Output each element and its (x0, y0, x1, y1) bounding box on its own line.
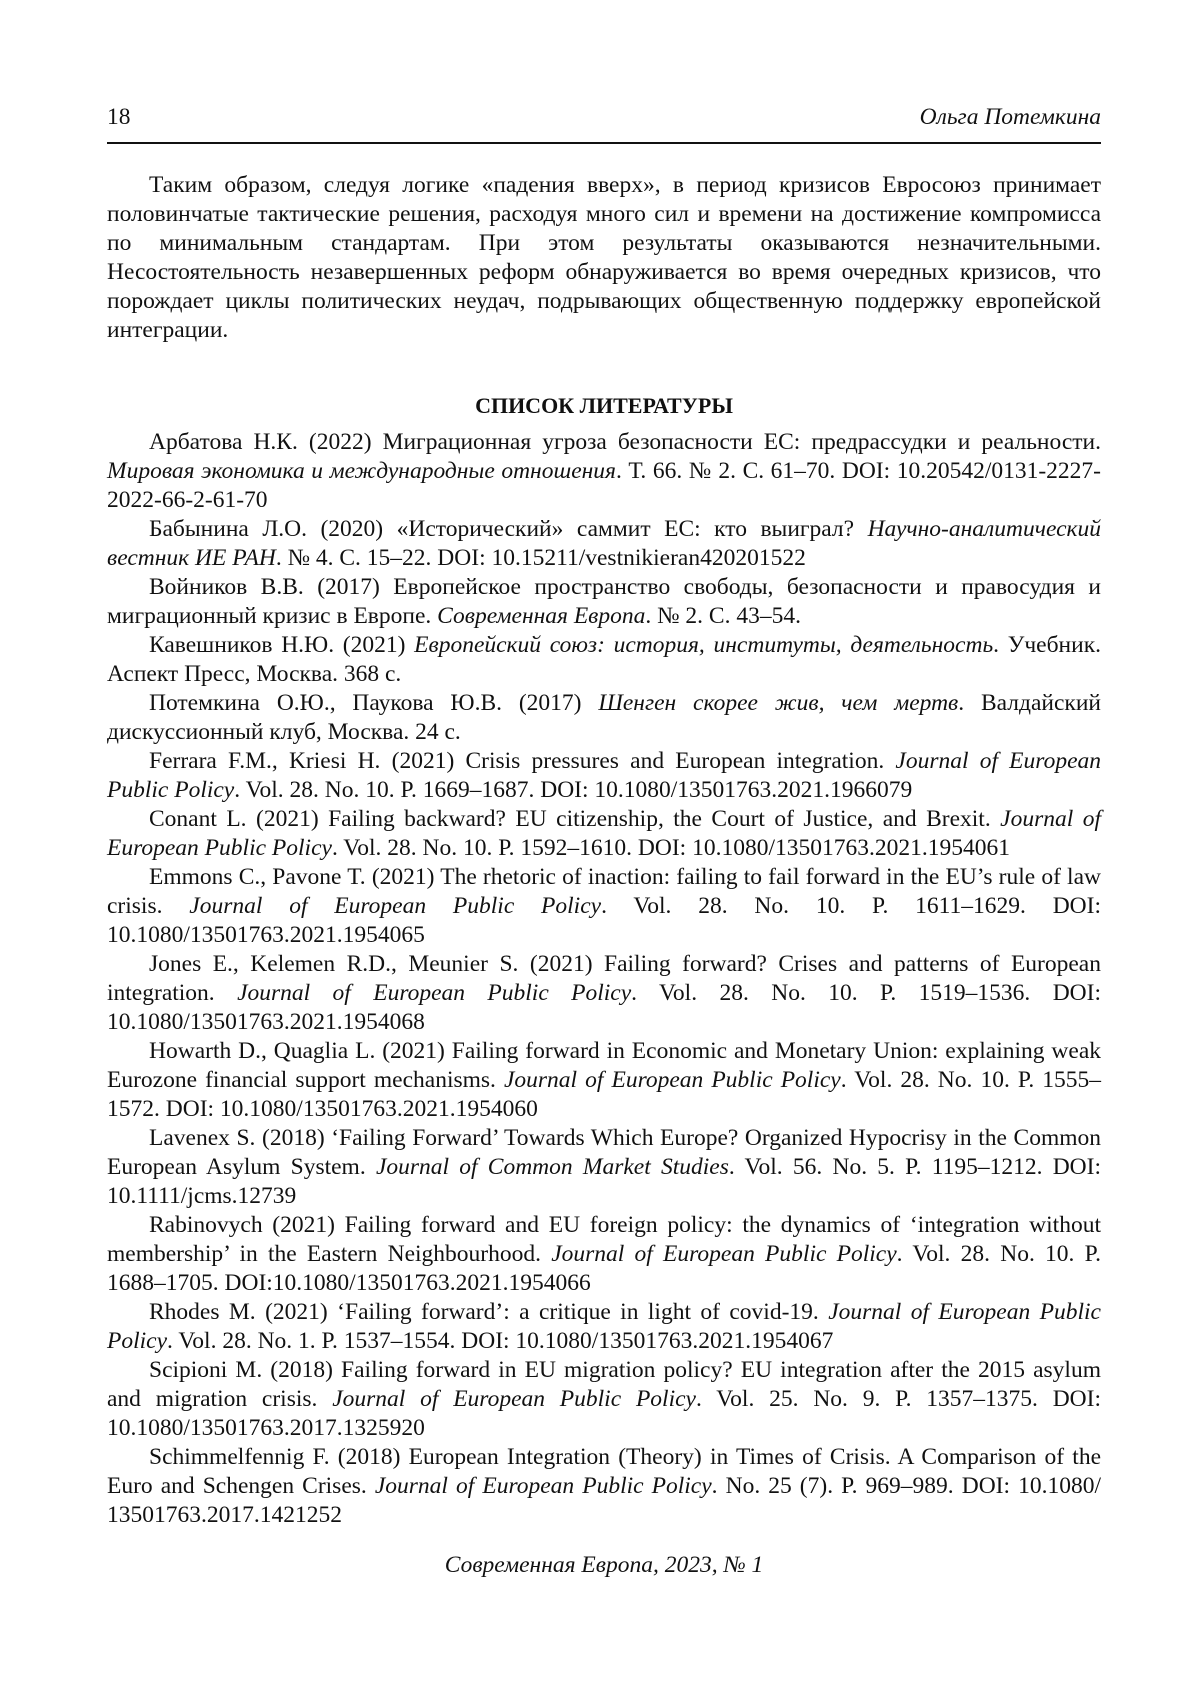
reference-details: . Vol. 28. No. 10. P. 1592–1610. DOI: 10.1080/13501763.2021.1954061 (331, 835, 1010, 861)
reference-source: Journal of European Public Policy (107, 806, 1101, 861)
reference-source: Journal of European Public Policy (332, 1386, 696, 1412)
reference-source: Шенген скорее жив, чем мертв (598, 690, 959, 716)
reference-source: Journal of European Public Policy (503, 1067, 841, 1093)
reference-authors-title: Кавешников Н.Ю. (2021) (149, 632, 415, 658)
reference-authors-title: Conant L. (2021) Failing backward? EU citizenship, the Court of Justice, and Brexit. (149, 806, 1001, 832)
reference-item (107, 1443, 1101, 1530)
reference-item (107, 631, 1101, 689)
reference-item (107, 1124, 1101, 1211)
reference-details: . Vol. 28. No. 10. P. 1555–1572. DOI: 10.1080/13501763.2021.1954060 (107, 1067, 1101, 1122)
reference-source: Journal of European Public Policy (107, 748, 1101, 803)
reference-authors-title: Emmons C., Pavone T. (2021) The rhetoric of inaction: failing to fail forward in the EU’s rule of law crisis. (107, 864, 1101, 919)
references-heading: СПИСОК ЛИТЕРАТУРЫ (475, 393, 733, 418)
reference-item (107, 863, 1101, 950)
reference-details: . № 2. С. 43–54. (645, 603, 801, 629)
reference-authors-title: Потемкина О.Ю., Паукова Ю.В. (2017) (149, 690, 599, 716)
reference-authors-title: Howarth D., Quaglia L. (2021) Failing forward in Economic and Monetary Union: explaining weak Eurozone financial support mechanisms. (107, 1038, 1101, 1093)
running-footer: Современная Европа, 2023, № 1 (444, 1552, 764, 1578)
reference-source: Научно-аналитический вестник ИЕ РАН (107, 516, 1101, 571)
reference-item (107, 515, 1101, 573)
reference-source: Journal of European Public Policy (107, 1299, 1101, 1354)
reference-authors-title: Войников В.В. (2017) Европейское пространство свободы, безопасности и правосудия и миграционный кризис в Европе. (107, 574, 1101, 629)
reference-item (107, 1037, 1101, 1124)
reference-source: Мировая экономика и международные отношения (107, 458, 616, 484)
reference-details: . Т. 66. № 2. С. 61–70. DOI: 10.20542/0131-2227-2022-66-2-61-70 (107, 458, 1102, 513)
reference-details: . Vol. 28. No. 1. P. 1537–1554. DOI: 10.1080/13501763.2021.1954067 (167, 1328, 834, 1354)
reference-details: . Валдайский дискуссионный клуб, Москва. 24 с. (107, 690, 1101, 745)
reference-item (107, 950, 1101, 1037)
reference-source: Journal of European Public Policy (189, 893, 602, 919)
reference-source: Journal of Common Market Studies (375, 1154, 729, 1180)
reference-details: . Vol. 25. No. 9. P. 1357–1375. DOI: 10.1080/13501763.2017.1325920 (107, 1386, 1102, 1441)
reference-source: Современная Европа (437, 603, 646, 629)
reference-details: . Vol. 28. No. 10. P. 1519–1536. DOI: 10.1080/13501763.2021.1954068 (107, 980, 1101, 1035)
reference-authors-title: Jones E., Kelemen R.D., Meunier S. (2021) Failing forward? Crises and patterns of European integration. (107, 951, 1101, 1006)
reference-authors-title: Бабынина Л.О. (2020) «Исторический» саммит ЕС: кто выиграл? (149, 516, 868, 542)
reference-authors-title: Rabinovych (2021) Failing forward and EU foreign policy: the dynamics of ‘integration without membership’ in the Eastern Neighbourhood. (107, 1212, 1101, 1267)
reference-authors-title: Scipioni M. (2018) Failing forward in EU migration policy? EU integration after the 2015 asylum and migration crisis. (107, 1357, 1101, 1412)
running-header (107, 102, 1101, 132)
header-rule (107, 142, 1101, 144)
reference-item (107, 689, 1101, 747)
article-body (107, 171, 1101, 1530)
reference-item (107, 1211, 1101, 1298)
running-author: Ольга Потемкина (919, 104, 1101, 130)
reference-item (107, 573, 1101, 631)
reference-details: . Учебник. Аспект Пресс, Москва. 368 с. (107, 632, 1102, 687)
reference-authors-title: Lavenex S. (2018) ‘Failing Forward’ Towards Which Europe? Organized Hypocrisy in the Common European Asylum System. (107, 1125, 1101, 1180)
reference-source: Journal of European Public Policy (237, 980, 632, 1006)
reference-details: . No. 25 (7). P. 969–989. DOI: 10.1080/ 13501763.2017.1421252 (107, 1473, 1101, 1528)
reference-authors-title: Ferrara F.M., Kriesi H. (2021) Crisis pressures and European integration. (149, 748, 896, 774)
references-list (107, 428, 1101, 1530)
reference-authors-title: Арбатова Н.К. (2022) Миграционная угроза безопасности ЕС: предрассудки и реальности. (149, 429, 1101, 455)
reference-details: . Vol. 56. No. 5. P. 1195–1212. DOI: 10.1111/jcms.12739 (107, 1154, 1101, 1209)
reference-source: Journal of European Public Policy (551, 1241, 897, 1267)
reference-item (107, 428, 1101, 515)
conclusion-paragraph: Таким образом, следуя логике «падения вверх», в период кризисов Евросоюз принимает половинчатые тактические решения, расходуя много сил и времени на достижение компромисса по минимальным стандартам. При этом результаты оказываются незначительными. Несостоятельность незавершенных реформ обнаруживается во время очередных кризисов, что порождает циклы политических неудач, подрывающих общественную поддержку европейской интеграции. (107, 172, 1101, 343)
reference-item (107, 1356, 1101, 1443)
page-number: 18 (107, 104, 131, 130)
reference-item (107, 1298, 1101, 1356)
reference-item (107, 747, 1101, 805)
reference-details: . Vol. 28. No. 10. P. 1669–1687. DOI: 10.1080/13501763.2021.1966079 (234, 777, 913, 803)
reference-details: . № 4. С. 15–22. DOI: 10.15211/vestnikieran420201522 (275, 545, 806, 571)
reference-details: . Vol. 28. No. 10. P. 1688–1705. DOI:10.1080/13501763.2021.1954066 (107, 1241, 1101, 1296)
reference-authors-title: Schimmelfennig F. (2018) European Integration (Theory) in Times of Crisis. A Comparison of the Euro and Schengen Crises. (107, 1444, 1101, 1499)
reference-source: Journal of European Public Policy (374, 1473, 712, 1499)
reference-authors-title: Rhodes M. (2021) ‘Failing forward’: a critique in light of covid-19. (149, 1299, 829, 1325)
reference-item (107, 805, 1101, 863)
reference-source: Европейский союз: история, институты, деятельность (414, 632, 994, 658)
reference-details: . Vol. 28. No. 10. P. 1611–1629. DOI: 10.1080/13501763.2021.1954065 (107, 893, 1101, 948)
